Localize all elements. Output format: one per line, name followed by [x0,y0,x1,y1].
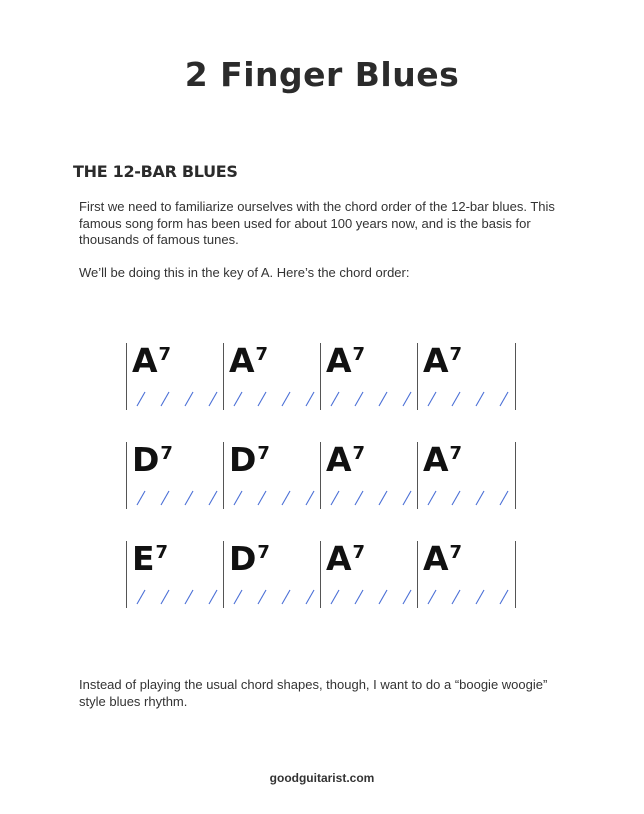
beat-slash [306,392,314,406]
footer-site-link[interactable]: goodguitarist.com [269,771,375,785]
outro-paragraph: Instead of playing the usual chord shapes, though, I want to do a “boogie woogie” style blues rhythm. [79,677,548,709]
beat-slash [282,491,290,505]
beat-slash [161,491,169,505]
chord-bar [126,442,224,509]
beat-slash [428,392,436,406]
chord-bar [417,343,516,410]
beat-slashes [325,489,417,507]
chord-bar [320,541,418,608]
chord-symbol [229,442,270,484]
beat-slash [403,590,411,604]
beat-slash [331,590,339,604]
chord-bar [223,343,321,410]
chord-extension: 7 [158,344,172,365]
beat-slash [258,590,266,604]
beat-slash [185,392,193,406]
beat-slash [282,590,290,604]
chord-extension: 7 [449,542,463,563]
beat-slash [476,590,484,604]
chord-symbol [423,343,462,385]
beat-slash [282,392,290,406]
beat-slash [500,590,508,604]
chord-bar [126,343,224,410]
beat-slashes [131,390,223,408]
chord-bar [417,541,516,608]
chord-root: D [229,440,257,479]
beat-slash [452,590,460,604]
beat-slash [185,491,193,505]
beat-slashes [422,588,514,606]
beat-slash [500,491,508,505]
beat-slash [403,491,411,505]
beat-slash [137,590,145,604]
chord-symbol [229,541,270,583]
beat-slash [137,491,145,505]
beat-slash [379,491,387,505]
chord-symbol [132,442,173,484]
page-title: 2 Finger Blues [184,55,460,94]
beat-slashes [422,390,514,408]
beat-slash [355,590,363,604]
chord-extension: 7 [449,344,463,365]
chord-row [126,541,518,608]
chord-extension: 7 [352,542,366,563]
beat-slash [476,491,484,505]
chord-root: A [229,341,255,380]
chord-extension: 7 [257,542,270,563]
chord-root: D [229,539,257,578]
key-paragraph: We’ll be doing this in the key of A. Here’s the chord order: [79,265,410,280]
chord-bar [126,541,224,608]
chord-extension: 7 [352,443,366,464]
chord-root: A [326,440,352,479]
beat-slash [209,491,217,505]
beat-slash [258,491,266,505]
beat-slash [452,392,460,406]
chord-root: A [132,341,158,380]
chord-extension: 7 [352,344,366,365]
beat-slash [476,392,484,406]
chord-root: A [423,341,449,380]
beat-slash [185,590,193,604]
chord-root: A [423,440,449,479]
beat-slashes [228,489,320,507]
chord-extension: 7 [257,443,270,464]
beat-slashes [228,588,320,606]
beat-slash [234,590,242,604]
beat-slash [209,590,217,604]
beat-slashes [325,390,417,408]
beat-slash [161,590,169,604]
beat-slash [379,392,387,406]
chord-bar [417,442,516,509]
beat-slashes [131,489,223,507]
chord-chart [126,343,518,640]
beat-slash [258,392,266,406]
beat-slash [428,590,436,604]
chord-extension: 7 [160,443,173,464]
chord-symbol [229,343,268,385]
beat-slashes [422,489,514,507]
chord-symbol [326,442,365,484]
beat-slash [428,491,436,505]
chord-symbol [326,343,365,385]
chord-symbol [423,541,462,583]
beat-slash [161,392,169,406]
beat-slashes [228,390,320,408]
beat-slash [403,392,411,406]
beat-slash [355,491,363,505]
chord-row [126,442,518,509]
beat-slash [234,491,242,505]
chord-root: E [132,539,155,578]
chord-bar [223,541,321,608]
beat-slashes [131,588,223,606]
chord-root: A [326,539,352,578]
chord-symbol [423,442,462,484]
chord-extension: 7 [255,344,269,365]
chord-bar [223,442,321,509]
section-heading: THE 12-BAR BLUES [73,162,238,181]
chord-extension: 7 [449,443,463,464]
beat-slash [209,392,217,406]
beat-slashes [325,588,417,606]
chord-bar [320,442,418,509]
beat-slash [137,392,145,406]
chord-symbol [132,541,168,583]
chord-symbol [326,541,365,583]
beat-slash [331,392,339,406]
chord-extension: 7 [155,542,169,563]
chord-row [126,343,518,410]
chord-root: A [423,539,449,578]
chord-symbol [132,343,171,385]
chord-bar [320,343,418,410]
beat-slash [331,491,339,505]
chord-root: A [326,341,352,380]
beat-slash [234,392,242,406]
beat-slash [355,392,363,406]
beat-slash [306,491,314,505]
chord-root: D [132,440,160,479]
intro-paragraph: First we need to familiarize ourselves with the chord order of the 12-bar blues. This famous song form has been used for about 100 years now, and is the basis for thousands of famous tunes. [79,199,555,247]
beat-slash [500,392,508,406]
beat-slash [379,590,387,604]
beat-slash [452,491,460,505]
beat-slash [306,590,314,604]
